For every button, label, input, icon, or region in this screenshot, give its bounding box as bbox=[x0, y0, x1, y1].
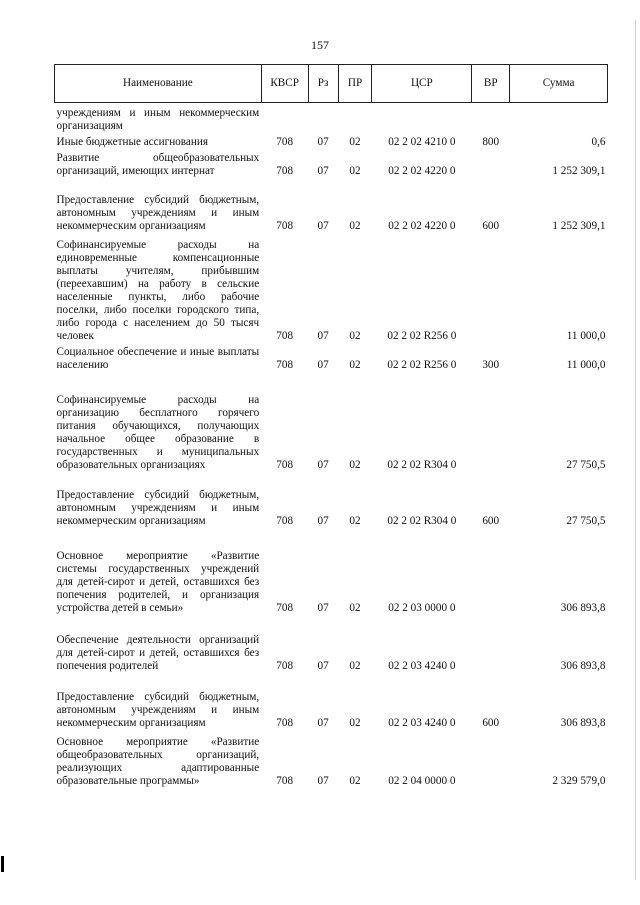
row-kvsr: 708 bbox=[276, 774, 294, 787]
row-rz: 07 bbox=[317, 514, 329, 527]
row-csr: 02 2 03 4240 0 bbox=[388, 716, 456, 729]
row-sum: 2 329 579,0 bbox=[552, 774, 606, 787]
row-csr: 02 2 04 0000 0 bbox=[388, 774, 456, 787]
row-pr: 02 bbox=[349, 219, 361, 232]
row-csr: 02 2 03 4240 0 bbox=[388, 659, 456, 672]
row-name: Предоставление субсидий бюджетным, автономным учреждениям и иным некоммерческим организациям bbox=[56, 193, 260, 232]
header-name: Наименование bbox=[55, 65, 262, 103]
table-header bbox=[55, 65, 608, 103]
row-kvsr: 708 bbox=[276, 135, 294, 148]
header-sum: Сумма bbox=[510, 65, 608, 103]
header-vr: ВР bbox=[472, 65, 510, 103]
row-name: Обеспечение деятельности организаций для детей-сирот и детей, оставшихся без попечения родителей bbox=[56, 633, 260, 672]
row-pr: 02 bbox=[349, 329, 361, 342]
table-row bbox=[55, 343, 608, 372]
row-vr: 600 bbox=[482, 716, 500, 729]
row-vr bbox=[472, 730, 510, 788]
table-row bbox=[55, 673, 608, 730]
row-csr: 02 2 02 4210 0 bbox=[388, 135, 456, 148]
row-name: Социальное обеспечение и иные выплаты населению bbox=[56, 345, 260, 371]
row-name: учреждениям и иным некоммерческим организациям bbox=[56, 106, 260, 132]
scan-edge-line bbox=[635, 20, 636, 880]
table-row bbox=[55, 233, 608, 343]
row-kvsr: 708 bbox=[276, 219, 294, 232]
row-name: Софинансируемые расходы на единовременные компенсационные выплаты учителям, прибывшим (переехавшим) на работу в сельские населенные пункты, либо рабочие поселки, либо поселки городского типа, либо города с населением до 50 тысяч человек bbox=[56, 238, 260, 342]
row-rz bbox=[308, 103, 338, 133]
row-sum: 11 000,0 bbox=[566, 358, 606, 371]
row-vr bbox=[472, 528, 510, 615]
row-kvsr: 708 bbox=[276, 659, 294, 672]
row-sum: 1 252 309,1 bbox=[552, 219, 606, 232]
row-pr: 02 bbox=[349, 135, 361, 148]
row-name: Софинансируемые расходы на организацию бесплатного горячего питания обучающихся, получающих начальное общее образование в государственных и муниципальных образовательных организациях bbox=[56, 393, 260, 471]
row-vr bbox=[472, 233, 510, 343]
row-pr: 02 bbox=[349, 458, 361, 471]
row-vr: 300 bbox=[482, 358, 500, 371]
header-rz: Рз bbox=[308, 65, 338, 103]
row-pr: 02 bbox=[349, 514, 361, 527]
row-vr bbox=[472, 103, 510, 133]
scan-edge-mark bbox=[1, 856, 4, 872]
header-csr: ЦСР bbox=[372, 65, 472, 103]
row-pr: 02 bbox=[349, 601, 361, 614]
table-row bbox=[55, 372, 608, 472]
page-number: 157 bbox=[311, 38, 329, 52]
row-rz: 07 bbox=[317, 358, 329, 371]
row-csr: 02 2 02 4220 0 bbox=[388, 164, 456, 177]
row-sum: 0,6 bbox=[591, 135, 606, 148]
row-rz: 07 bbox=[317, 219, 329, 232]
row-vr bbox=[472, 615, 510, 673]
table-row bbox=[55, 133, 608, 149]
row-csr: 02 2 02 4220 0 bbox=[388, 219, 456, 232]
row-csr: 02 2 02 R304 0 bbox=[387, 458, 457, 471]
row-pr: 02 bbox=[349, 164, 361, 177]
row-kvsr: 708 bbox=[276, 601, 294, 614]
row-sum: 11 000,0 bbox=[566, 329, 606, 342]
row-sum: 306 893,8 bbox=[560, 601, 606, 614]
row-pr: 02 bbox=[349, 774, 361, 787]
table-row bbox=[55, 528, 608, 615]
row-vr: 600 bbox=[482, 514, 500, 527]
row-sum: 1 252 309,1 bbox=[552, 164, 606, 177]
row-vr: 600 bbox=[482, 219, 500, 232]
row-rz: 07 bbox=[317, 716, 329, 729]
row-name: Развитие общеобразовательных организаций, имеющих интернат bbox=[56, 151, 260, 177]
row-pr bbox=[338, 103, 372, 133]
row-rz: 07 bbox=[317, 458, 329, 471]
row-csr: 02 2 02 R256 0 bbox=[387, 329, 457, 342]
table-row bbox=[55, 730, 608, 788]
row-pr: 02 bbox=[349, 659, 361, 672]
row-rz: 07 bbox=[317, 329, 329, 342]
row-kvsr: 708 bbox=[276, 716, 294, 729]
row-vr: 800 bbox=[482, 135, 500, 148]
row-csr: 02 2 03 0000 0 bbox=[388, 601, 456, 614]
row-kvsr: 708 bbox=[276, 358, 294, 371]
row-rz: 07 bbox=[317, 601, 329, 614]
table-row bbox=[55, 472, 608, 528]
row-csr bbox=[372, 103, 472, 133]
row-kvsr bbox=[261, 103, 308, 133]
row-rz: 07 bbox=[317, 659, 329, 672]
row-csr: 02 2 02 R304 0 bbox=[387, 514, 457, 527]
table-row bbox=[55, 103, 608, 133]
row-name: Иные бюджетные ассигнования bbox=[56, 135, 208, 148]
row-sum: 306 893,8 bbox=[560, 716, 606, 729]
budget-table bbox=[54, 64, 608, 788]
row-sum bbox=[510, 103, 608, 133]
row-sum: 306 893,8 bbox=[560, 659, 606, 672]
row-csr: 02 2 02 R256 0 bbox=[387, 358, 457, 371]
row-name: Основное мероприятие «Развитие системы государственных учреждений для детей-сирот и детей, оставшихся без попечения родителей, и организация устройства детей в семьи» bbox=[56, 549, 260, 614]
row-sum: 27 750,5 bbox=[566, 514, 606, 527]
row-kvsr: 708 bbox=[276, 514, 294, 527]
header-kvsr: КВСР bbox=[261, 65, 308, 103]
table-row bbox=[55, 615, 608, 673]
row-rz: 07 bbox=[317, 774, 329, 787]
row-pr: 02 bbox=[349, 358, 361, 371]
row-vr bbox=[472, 372, 510, 472]
row-rz: 07 bbox=[317, 164, 329, 177]
row-sum: 27 750,5 bbox=[566, 458, 606, 471]
row-name: Предоставление субсидий бюджетным, автономным учреждениям и иным некоммерческим организациям bbox=[56, 690, 260, 729]
row-kvsr: 708 bbox=[276, 458, 294, 471]
row-vr bbox=[472, 149, 510, 178]
row-name: Предоставление субсидий бюджетным, автономным учреждениям и иным некоммерческим организациям bbox=[56, 488, 260, 527]
table-row bbox=[55, 149, 608, 178]
header-pr: ПР bbox=[338, 65, 372, 103]
row-name: Основное мероприятие «Развитие общеобразовательных организаций, реализующих адаптированные образовательные программы» bbox=[56, 735, 260, 787]
row-rz: 07 bbox=[317, 135, 329, 148]
row-kvsr: 708 bbox=[276, 329, 294, 342]
row-kvsr: 708 bbox=[276, 164, 294, 177]
table-row bbox=[55, 178, 608, 233]
row-pr: 02 bbox=[349, 716, 361, 729]
